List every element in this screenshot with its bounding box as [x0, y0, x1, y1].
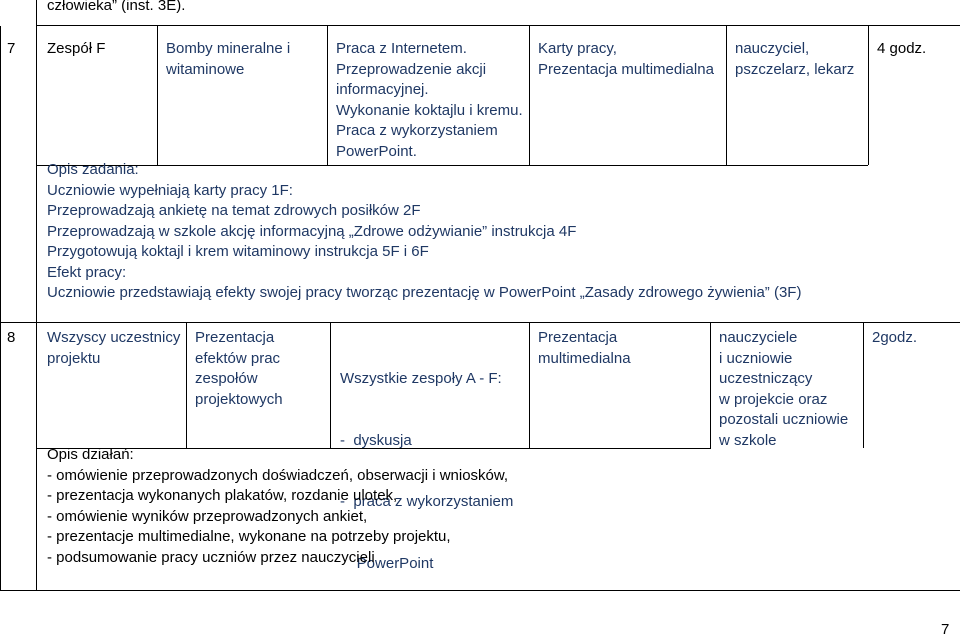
row7-desc-line: Przeprowadzają ankietę na temat zdrowych posiłków 2F — [47, 202, 421, 219]
row8-team — [47, 328, 180, 369]
grid-line — [0, 323, 1, 591]
row8-desc-line: Opis działań: — [47, 446, 134, 463]
grid-line — [36, 323, 37, 591]
row7-desc-line: Przeprowadzają w szkole akcję informacyjną „Zdrowe odżywianie” instrukcja 4F — [47, 222, 577, 240]
row8-products — [538, 328, 631, 369]
row8-team-line: projektu — [47, 349, 101, 367]
row7-product-line: Prezentacja multimedialna — [538, 60, 714, 78]
row8-topic-line: zespołów — [195, 370, 258, 387]
row7-method-line: PowerPoint. — [336, 142, 417, 160]
grid-line — [157, 26, 158, 165]
row8-team-line: Wszyscy uczestnicy — [47, 329, 181, 346]
row8-desc-line: - omówienie wyników przeprowadzonych ankiet, — [47, 507, 368, 525]
row7-method-line: Praca z wykorzystaniem — [336, 122, 498, 139]
row8-desc-line: - podsumowanie pracy uczniów przez nauczycieli — [47, 548, 375, 566]
row8-topic-line: projektowych — [195, 390, 283, 408]
row7-topic — [166, 39, 290, 80]
row8-topic-line: Prezentacja — [195, 329, 275, 346]
row8-method-line: Wszystkie zespoły A - F: — [340, 370, 502, 387]
grid-line — [36, 25, 960, 26]
row8-people-line: i uczniowie — [719, 349, 793, 367]
row8-people-line: pozostali uczniowie — [719, 411, 849, 428]
row7-people-line: pszczelarz, lekarz — [735, 60, 855, 78]
row7-desc-line: Uczniowie wypełniają karty pracy 1F: — [47, 181, 293, 199]
grid-line — [0, 322, 960, 323]
row8-number: 8 — [7, 329, 16, 346]
row7-method-line: Wykonanie koktajlu i kremu. — [336, 101, 523, 119]
row8-desc-line: - prezentacja wykonanych plakatów, rozdanie ulotek, — [47, 487, 398, 504]
row8-people — [719, 328, 848, 451]
row8-time: 2godz. — [872, 329, 918, 346]
grid-line — [327, 26, 328, 165]
row7-topic-line: witaminowe — [166, 60, 245, 78]
row7-desc-line: Przygotowują koktajl i krem witaminowy instrukcja 5F i 6F — [47, 243, 429, 260]
row8-method-line: PowerPoint — [340, 554, 434, 572]
grid-line — [863, 323, 864, 448]
row7-method-line: informacyjnej. — [336, 81, 429, 98]
row7-product-line: Karty pracy, — [538, 40, 617, 57]
row7-products — [538, 39, 714, 80]
row8-people-line: w szkole — [719, 431, 777, 449]
row7-desc-line: Uczniowie przedstawiają efekty swojej pracy tworząc prezentację w PowerPoint „Zasady zdrowego żywienia” (3F) — [47, 284, 802, 301]
row8-product-line: Prezentacja — [538, 329, 618, 346]
row8-topic-line: efektów prac — [195, 349, 281, 367]
row6-end-text: człowieka” (inst. 3E). — [47, 0, 186, 14]
grid-line — [0, 26, 1, 323]
grid-line — [529, 323, 530, 448]
row7-desc-line: Efekt pracy: — [47, 263, 127, 281]
page-number: 7 — [941, 621, 950, 638]
row7-time: 4 godz. — [877, 40, 927, 57]
grid-line — [36, 0, 37, 25]
row7-methods — [336, 39, 523, 162]
row8-people-line: w projekcie oraz — [719, 390, 828, 408]
row8-description — [47, 445, 508, 568]
row7-desc-line: Opis zadania: — [47, 161, 139, 178]
row7-people — [735, 39, 854, 80]
row7-method-line: Przeprowadzenie akcji — [336, 60, 487, 78]
row7-description — [47, 160, 801, 304]
row8-method-line: - praca z wykorzystaniem — [340, 493, 514, 510]
row8-topic — [195, 328, 283, 410]
grid-line — [710, 323, 711, 448]
row7-team: Zespół F — [47, 40, 106, 57]
row8-product-line: multimedialna — [538, 349, 631, 367]
grid-line — [868, 26, 869, 165]
row7-people-line: nauczyciel, — [735, 40, 810, 57]
row7-method-line: Praca z Internetem. — [336, 40, 467, 57]
row8-desc-line: - prezentacje multimedialne, wykonane na potrzeby projektu, — [47, 528, 451, 545]
row7-number: 7 — [7, 40, 16, 57]
row7-topic-line: Bomby mineralne i — [166, 40, 291, 57]
row8-desc-line: - omówienie przeprowadzonych doświadczeń, obserwacji i wniosków, — [47, 466, 509, 484]
row8-people-line: nauczyciele — [719, 329, 798, 346]
grid-line — [186, 323, 187, 448]
grid-line — [529, 26, 530, 165]
row8-method-line: - dyskusja — [340, 431, 412, 449]
grid-line — [330, 323, 331, 448]
row8-people-line: uczestniczący — [719, 370, 813, 387]
grid-line — [36, 26, 37, 323]
grid-line — [726, 26, 727, 165]
